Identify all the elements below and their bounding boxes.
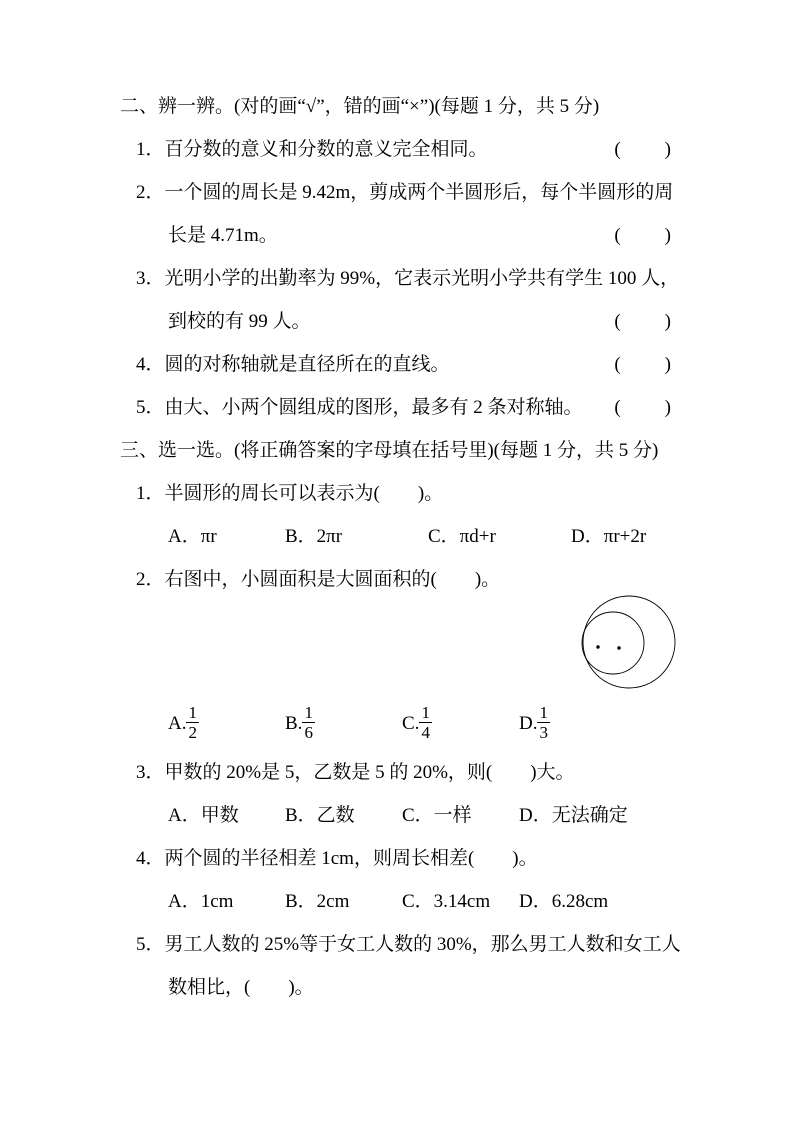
tf-item-2-answer-bracket: ( ) xyxy=(614,225,673,246)
fraction-denominator: 6 xyxy=(304,723,313,743)
tf-item-1-text: 1．百分数的意义和分数的意义完全相同。 xyxy=(136,139,488,160)
mc-q1-option-d: D．πr+2r xyxy=(571,526,647,547)
mc-q4-option-b: B．2cm xyxy=(285,891,350,912)
circles-figure xyxy=(579,595,681,695)
mc-q4-option-c: C．3.14cm xyxy=(402,891,491,912)
mc-q4-options xyxy=(120,880,673,923)
fraction-numerator: 1 xyxy=(421,702,430,722)
mc-q2-option-b xyxy=(285,697,402,751)
section-mc-heading: 三、选一选。(将正确答案的字母填在括号里)(每题 1 分，共 5 分) xyxy=(120,440,659,461)
fraction-denominator: 2 xyxy=(188,723,197,743)
mc-q2-option-a xyxy=(168,697,285,751)
mc-q3-option-c: C．一样 xyxy=(402,805,472,826)
mc-q3-text: 3．甲数的 20%是 5，乙数是 5 的 20%，则( )大。 xyxy=(136,762,575,783)
tf-item-1 xyxy=(120,128,673,171)
option-letter: C. xyxy=(402,713,420,734)
mc-q1-option-a: A．πr xyxy=(168,526,217,547)
mc-q3-option-d: D．无法确定 xyxy=(519,805,628,826)
option-letter: A. xyxy=(168,713,187,734)
mc-q1-option-b: B．2πr xyxy=(285,526,343,547)
fraction-numerator: 1 xyxy=(539,702,548,722)
fraction xyxy=(419,703,432,743)
mc-q4-text: 4．两个圆的半径相差 1cm，则周长相差( )。 xyxy=(136,848,538,869)
fraction-denominator: 4 xyxy=(421,723,430,743)
tf-item-4-answer-bracket: ( ) xyxy=(614,354,673,375)
tf-item-5 xyxy=(120,386,673,429)
small-circle xyxy=(582,612,644,674)
big-circle xyxy=(583,596,675,688)
mc-q5-line2: 数相比，( )。 xyxy=(168,977,314,998)
tf-item-1-answer-bracket: ( ) xyxy=(614,139,673,160)
option-letter: B. xyxy=(285,713,303,734)
mc-q4-option-a: A．1cm xyxy=(168,891,234,912)
mc-q3-option-a: A．甲数 xyxy=(168,805,239,826)
tf-item-4 xyxy=(120,343,673,386)
fraction-numerator: 1 xyxy=(304,702,313,722)
mc-q2-figure-row xyxy=(120,601,673,697)
section-tf-heading: 二、辨一辨。(对的画“√”，错的画“×”)(每题 1 分，共 5 分) xyxy=(120,96,600,117)
fraction-denominator: 3 xyxy=(539,723,548,743)
fraction-numerator: 1 xyxy=(188,702,197,722)
mc-q1-option-c: C．πd+r xyxy=(428,526,496,547)
tf-item-2-line1: 2．一个圆的周长是 9.42m，剪成两个半圆形后，每个半圆形的周 xyxy=(136,182,674,203)
mc-q2-text: 2．右图中，小圆面积是大圆面积的( )。 xyxy=(136,569,501,590)
tf-item-2-line2 xyxy=(120,214,673,257)
mc-q2-option-c xyxy=(402,697,519,751)
big-circle-center-dot xyxy=(617,646,620,649)
tf-item-3-line1: 3．光明小学的出勤率为 99%，它表示光明小学共有学生 100 人， xyxy=(136,268,680,289)
fraction xyxy=(302,703,315,743)
tf-item-3-line2 xyxy=(120,300,673,343)
tf-item-2-text: 长是 4.71m。 xyxy=(168,225,278,246)
mc-q4-option-d: D．6.28cm xyxy=(519,891,609,912)
mc-q3-option-b: B．乙数 xyxy=(285,805,355,826)
tf-item-4-text: 4．圆的对称轴就是直径所在的直线。 xyxy=(136,354,450,375)
mc-q5-line1: 5．男工人数的 25%等于女工人数的 30%，那么男工人数和女工人 xyxy=(136,934,681,955)
option-letter: D. xyxy=(519,713,538,734)
tf-item-5-text: 5．由大、小两个圆组成的图形，最多有 2 条对称轴。 xyxy=(136,397,583,418)
fraction xyxy=(537,703,550,743)
mc-q3-options xyxy=(120,794,673,837)
mc-q2-options xyxy=(120,697,673,751)
tf-item-5-answer-bracket: ( ) xyxy=(614,397,673,418)
small-circle-center-dot xyxy=(596,645,599,648)
fraction xyxy=(186,703,199,743)
mc-q1-options xyxy=(120,515,673,558)
mc-q1-text: 1．半圆形的周长可以表示为( )。 xyxy=(136,483,444,504)
tf-item-3-text: 到校的有 99 人。 xyxy=(168,311,311,332)
mc-q2-option-d xyxy=(519,697,636,751)
tf-item-3-answer-bracket: ( ) xyxy=(614,311,673,332)
